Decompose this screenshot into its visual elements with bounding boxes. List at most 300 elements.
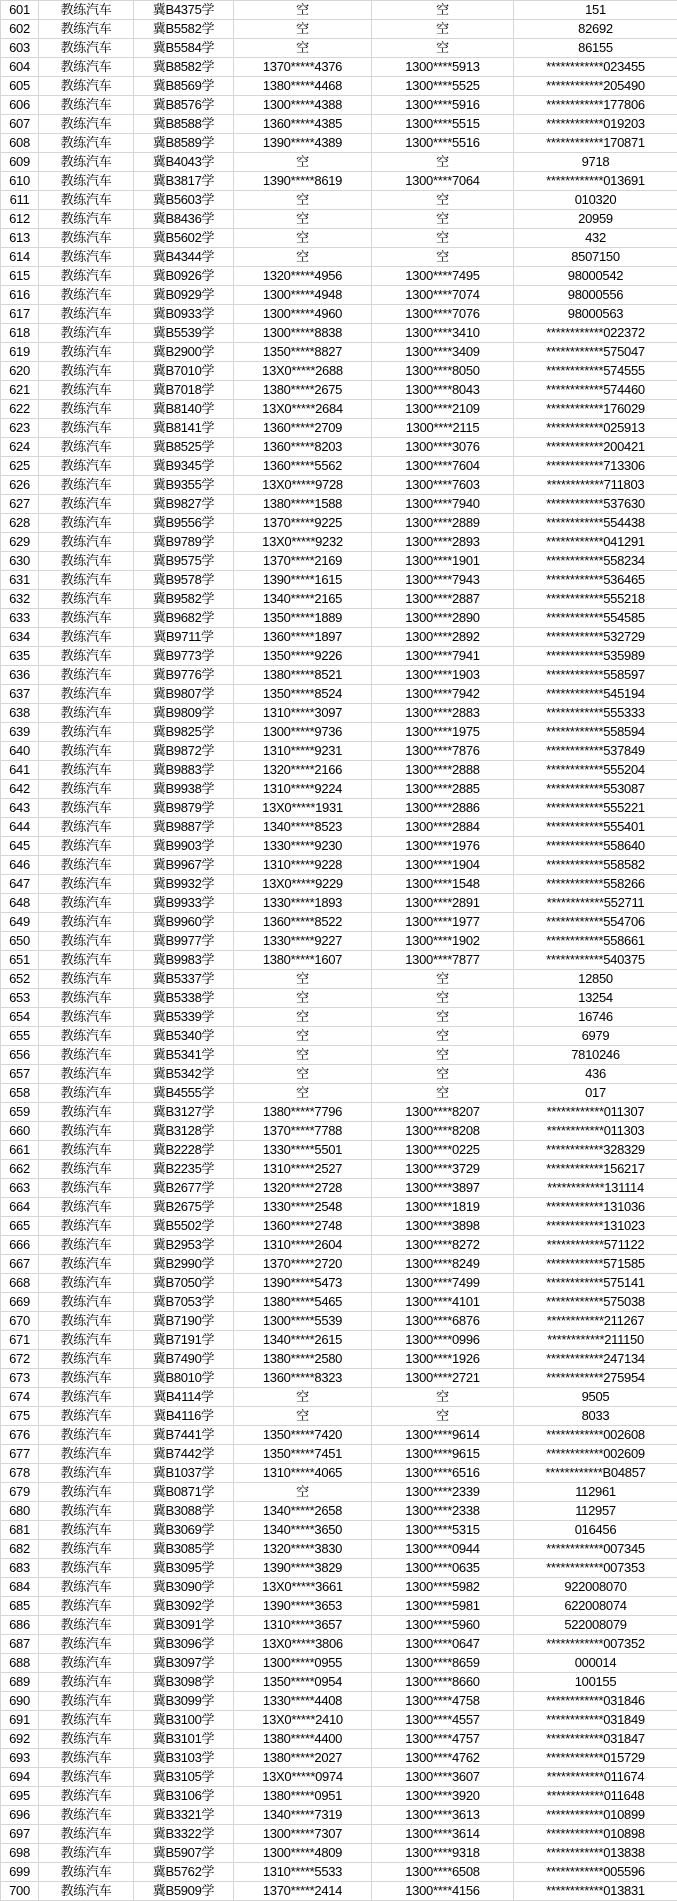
phone2-cell[interactable]: 1300****2885 <box>372 780 514 799</box>
phone1-cell[interactable]: 空 <box>234 1388 372 1407</box>
row-number-cell[interactable]: 667 <box>1 1255 39 1274</box>
row-number-cell[interactable]: 651 <box>1 951 39 970</box>
row-number-cell[interactable]: 633 <box>1 609 39 628</box>
masked-id-cell[interactable]: ************002608 <box>514 1426 677 1445</box>
plate-number-cell[interactable]: 冀B0871学 <box>134 1483 234 1502</box>
phone1-cell[interactable]: 1370*****2720 <box>234 1255 372 1274</box>
plate-number-cell[interactable]: 冀B7050学 <box>134 1274 234 1293</box>
row-number-cell[interactable]: 654 <box>1 1008 39 1027</box>
row-number-cell[interactable]: 634 <box>1 628 39 647</box>
plate-number-cell[interactable]: 冀B5338学 <box>134 989 234 1008</box>
phone2-cell[interactable]: 1300****7603 <box>372 476 514 495</box>
plate-number-cell[interactable]: 冀B5762学 <box>134 1863 234 1882</box>
plate-number-cell[interactable]: 冀B3322学 <box>134 1825 234 1844</box>
plate-number-cell[interactable]: 冀B8525学 <box>134 438 234 457</box>
phone2-cell[interactable]: 1300****5960 <box>372 1616 514 1635</box>
row-number-cell[interactable]: 693 <box>1 1749 39 1768</box>
vehicle-type-cell[interactable]: 教练汽车 <box>39 1255 134 1274</box>
masked-id-cell[interactable]: ************555221 <box>514 799 677 818</box>
phone1-cell[interactable]: 1340*****7319 <box>234 1806 372 1825</box>
phone1-cell[interactable]: 1390*****5473 <box>234 1274 372 1293</box>
phone2-cell[interactable]: 1300****5982 <box>372 1578 514 1597</box>
vehicle-type-cell[interactable]: 教练汽车 <box>39 1540 134 1559</box>
row-number-cell[interactable]: 690 <box>1 1692 39 1711</box>
masked-id-cell[interactable]: 20959 <box>514 210 677 229</box>
masked-id-cell[interactable]: ************558266 <box>514 875 677 894</box>
masked-id-cell[interactable]: ************002609 <box>514 1445 677 1464</box>
plate-number-cell[interactable]: 冀B0929学 <box>134 286 234 305</box>
masked-id-cell[interactable]: 112957 <box>514 1502 677 1521</box>
row-number-cell[interactable]: 620 <box>1 362 39 381</box>
phone2-cell[interactable]: 1300****9318 <box>372 1844 514 1863</box>
phone1-cell[interactable]: 1360*****5562 <box>234 457 372 476</box>
row-number-cell[interactable]: 657 <box>1 1065 39 1084</box>
masked-id-cell[interactable]: 922008070 <box>514 1578 677 1597</box>
row-number-cell[interactable]: 658 <box>1 1084 39 1103</box>
phone1-cell[interactable]: 1360*****2748 <box>234 1217 372 1236</box>
row-number-cell[interactable]: 669 <box>1 1293 39 1312</box>
row-number-cell[interactable]: 602 <box>1 20 39 39</box>
plate-number-cell[interactable]: 冀B4114学 <box>134 1388 234 1407</box>
plate-number-cell[interactable]: 冀B9809学 <box>134 704 234 723</box>
masked-id-cell[interactable]: ************537630 <box>514 495 677 514</box>
phone2-cell[interactable]: 1300****2888 <box>372 761 514 780</box>
masked-id-cell[interactable]: ************005596 <box>514 1863 677 1882</box>
phone1-cell[interactable]: 1350*****1889 <box>234 609 372 628</box>
masked-id-cell[interactable]: 016456 <box>514 1521 677 1540</box>
phone2-cell[interactable]: 1300****7876 <box>372 742 514 761</box>
phone1-cell[interactable]: 空 <box>234 210 372 229</box>
masked-id-cell[interactable]: 82692 <box>514 20 677 39</box>
row-number-cell[interactable]: 632 <box>1 590 39 609</box>
row-number-cell[interactable]: 661 <box>1 1141 39 1160</box>
masked-id-cell[interactable]: ************023455 <box>514 58 677 77</box>
phone2-cell[interactable]: 1300****7495 <box>372 267 514 286</box>
phone1-cell[interactable]: 1300*****4809 <box>234 1844 372 1863</box>
plate-number-cell[interactable]: 冀B3101学 <box>134 1730 234 1749</box>
phone1-cell[interactable]: 空 <box>234 1483 372 1502</box>
row-number-cell[interactable]: 680 <box>1 1502 39 1521</box>
phone1-cell[interactable]: 1350*****7420 <box>234 1426 372 1445</box>
phone1-cell[interactable]: 1370*****7788 <box>234 1122 372 1141</box>
row-number-cell[interactable]: 630 <box>1 552 39 571</box>
vehicle-type-cell[interactable]: 教练汽车 <box>39 1141 134 1160</box>
row-number-cell[interactable]: 673 <box>1 1369 39 1388</box>
phone1-cell[interactable]: 13X0*****3661 <box>234 1578 372 1597</box>
phone1-cell[interactable]: 1310*****2604 <box>234 1236 372 1255</box>
vehicle-type-cell[interactable]: 教练汽车 <box>39 1654 134 1673</box>
masked-id-cell[interactable]: ************574460 <box>514 381 677 400</box>
plate-number-cell[interactable]: 冀B3090学 <box>134 1578 234 1597</box>
row-number-cell[interactable]: 618 <box>1 324 39 343</box>
masked-id-cell[interactable]: ************554438 <box>514 514 677 533</box>
vehicle-type-cell[interactable]: 教练汽车 <box>39 799 134 818</box>
row-number-cell[interactable]: 626 <box>1 476 39 495</box>
vehicle-type-cell[interactable]: 教练汽车 <box>39 1616 134 1635</box>
phone1-cell[interactable]: 1310*****9224 <box>234 780 372 799</box>
phone1-cell[interactable]: 1310*****3657 <box>234 1616 372 1635</box>
phone1-cell[interactable]: 1330*****9227 <box>234 932 372 951</box>
phone1-cell[interactable]: 13X0*****2410 <box>234 1711 372 1730</box>
masked-id-cell[interactable]: ************022372 <box>514 324 677 343</box>
plate-number-cell[interactable]: 冀B9983学 <box>134 951 234 970</box>
phone2-cell[interactable]: 1300****8208 <box>372 1122 514 1141</box>
phone2-cell[interactable]: 1300****0996 <box>372 1331 514 1350</box>
phone2-cell[interactable]: 空 <box>372 1084 514 1103</box>
row-number-cell[interactable]: 645 <box>1 837 39 856</box>
phone1-cell[interactable]: 13X0*****1931 <box>234 799 372 818</box>
phone1-cell[interactable]: 1320*****2728 <box>234 1179 372 1198</box>
phone1-cell[interactable]: 1330*****2548 <box>234 1198 372 1217</box>
phone2-cell[interactable]: 1300****3607 <box>372 1768 514 1787</box>
phone2-cell[interactable]: 1300****2115 <box>372 419 514 438</box>
phone1-cell[interactable]: 空 <box>234 1008 372 1027</box>
row-number-cell[interactable]: 668 <box>1 1274 39 1293</box>
masked-id-cell[interactable]: 98000542 <box>514 267 677 286</box>
vehicle-type-cell[interactable]: 教练汽车 <box>39 457 134 476</box>
masked-id-cell[interactable]: 112961 <box>514 1483 677 1502</box>
plate-number-cell[interactable]: 冀B2990学 <box>134 1255 234 1274</box>
masked-id-cell[interactable]: ************575047 <box>514 343 677 362</box>
row-number-cell[interactable]: 613 <box>1 229 39 248</box>
phone1-cell[interactable]: 1370*****2169 <box>234 552 372 571</box>
vehicle-type-cell[interactable]: 教练汽车 <box>39 1692 134 1711</box>
row-number-cell[interactable]: 606 <box>1 96 39 115</box>
plate-number-cell[interactable]: 冀B9938学 <box>134 780 234 799</box>
plate-number-cell[interactable]: 冀B0933学 <box>134 305 234 324</box>
phone1-cell[interactable]: 1380*****4468 <box>234 77 372 96</box>
masked-id-cell[interactable]: ************535989 <box>514 647 677 666</box>
plate-number-cell[interactable]: 冀B9825学 <box>134 723 234 742</box>
masked-id-cell[interactable]: ************211150 <box>514 1331 677 1350</box>
masked-id-cell[interactable]: ************031846 <box>514 1692 677 1711</box>
phone1-cell[interactable]: 1360*****1897 <box>234 628 372 647</box>
vehicle-type-cell[interactable]: 教练汽车 <box>39 761 134 780</box>
masked-id-cell[interactable]: ************711803 <box>514 476 677 495</box>
vehicle-type-cell[interactable]: 教练汽车 <box>39 951 134 970</box>
vehicle-type-cell[interactable]: 教练汽车 <box>39 1464 134 1483</box>
row-number-cell[interactable]: 653 <box>1 989 39 1008</box>
phone2-cell[interactable]: 空 <box>372 20 514 39</box>
phone1-cell[interactable]: 1300*****7307 <box>234 1825 372 1844</box>
row-number-cell[interactable]: 683 <box>1 1559 39 1578</box>
masked-id-cell[interactable]: ************011674 <box>514 1768 677 1787</box>
row-number-cell[interactable]: 640 <box>1 742 39 761</box>
phone1-cell[interactable]: 1380*****1588 <box>234 495 372 514</box>
vehicle-type-cell[interactable]: 教练汽车 <box>39 1730 134 1749</box>
phone1-cell[interactable]: 1370*****4376 <box>234 58 372 77</box>
plate-number-cell[interactable]: 冀B7490学 <box>134 1350 234 1369</box>
phone1-cell[interactable]: 1390*****3653 <box>234 1597 372 1616</box>
phone1-cell[interactable]: 空 <box>234 1027 372 1046</box>
row-number-cell[interactable]: 623 <box>1 419 39 438</box>
plate-number-cell[interactable]: 冀B9932学 <box>134 875 234 894</box>
plate-number-cell[interactable]: 冀B7018学 <box>134 381 234 400</box>
phone1-cell[interactable]: 空 <box>234 1 372 20</box>
vehicle-type-cell[interactable]: 教练汽车 <box>39 989 134 1008</box>
vehicle-type-cell[interactable]: 教练汽车 <box>39 1293 134 1312</box>
vehicle-type-cell[interactable]: 教练汽车 <box>39 1369 134 1388</box>
masked-id-cell[interactable]: ************536465 <box>514 571 677 590</box>
plate-number-cell[interactable]: 冀B9977学 <box>134 932 234 951</box>
phone2-cell[interactable]: 1300****5981 <box>372 1597 514 1616</box>
plate-number-cell[interactable]: 冀B9872学 <box>134 742 234 761</box>
phone2-cell[interactable]: 1300****4156 <box>372 1882 514 1901</box>
phone2-cell[interactable]: 空 <box>372 1388 514 1407</box>
phone2-cell[interactable]: 1300****8272 <box>372 1236 514 1255</box>
masked-id-cell[interactable]: 436 <box>514 1065 677 1084</box>
masked-id-cell[interactable]: ************177806 <box>514 96 677 115</box>
phone2-cell[interactable]: 1300****0944 <box>372 1540 514 1559</box>
row-number-cell[interactable]: 699 <box>1 1863 39 1882</box>
phone1-cell[interactable]: 空 <box>234 229 372 248</box>
row-number-cell[interactable]: 607 <box>1 115 39 134</box>
vehicle-type-cell[interactable]: 教练汽车 <box>39 647 134 666</box>
vehicle-type-cell[interactable]: 教练汽车 <box>39 39 134 58</box>
phone2-cell[interactable]: 1300****0635 <box>372 1559 514 1578</box>
masked-id-cell[interactable]: ************131023 <box>514 1217 677 1236</box>
vehicle-type-cell[interactable]: 教练汽车 <box>39 704 134 723</box>
phone1-cell[interactable]: 1310*****9228 <box>234 856 372 875</box>
plate-number-cell[interactable]: 冀B8582学 <box>134 58 234 77</box>
phone1-cell[interactable]: 13X0*****9232 <box>234 533 372 552</box>
masked-id-cell[interactable]: ************575038 <box>514 1293 677 1312</box>
row-number-cell[interactable]: 650 <box>1 932 39 951</box>
phone2-cell[interactable]: 1300****3076 <box>372 438 514 457</box>
row-number-cell[interactable]: 638 <box>1 704 39 723</box>
row-number-cell[interactable]: 697 <box>1 1825 39 1844</box>
masked-id-cell[interactable]: ************554706 <box>514 913 677 932</box>
row-number-cell[interactable]: 672 <box>1 1350 39 1369</box>
phone2-cell[interactable]: 1300****4762 <box>372 1749 514 1768</box>
phone2-cell[interactable]: 1300****7943 <box>372 571 514 590</box>
phone2-cell[interactable]: 1300****2890 <box>372 609 514 628</box>
row-number-cell[interactable]: 609 <box>1 153 39 172</box>
masked-id-cell[interactable]: ************558234 <box>514 552 677 571</box>
vehicle-type-cell[interactable]: 教练汽车 <box>39 1502 134 1521</box>
phone2-cell[interactable]: 1300****5315 <box>372 1521 514 1540</box>
masked-id-cell[interactable]: ************013691 <box>514 172 677 191</box>
phone2-cell[interactable]: 1300****4758 <box>372 1692 514 1711</box>
plate-number-cell[interactable]: 冀B7190学 <box>134 1312 234 1331</box>
plate-number-cell[interactable]: 冀B4555学 <box>134 1084 234 1103</box>
phone2-cell[interactable]: 1300****2886 <box>372 799 514 818</box>
plate-number-cell[interactable]: 冀B9879学 <box>134 799 234 818</box>
phone2-cell[interactable]: 1300****4757 <box>372 1730 514 1749</box>
phone1-cell[interactable]: 1340*****2658 <box>234 1502 372 1521</box>
row-number-cell[interactable]: 686 <box>1 1616 39 1635</box>
row-number-cell[interactable]: 700 <box>1 1882 39 1901</box>
masked-id-cell[interactable]: ************558640 <box>514 837 677 856</box>
masked-id-cell[interactable]: ************532729 <box>514 628 677 647</box>
phone1-cell[interactable]: 1360*****8203 <box>234 438 372 457</box>
phone2-cell[interactable]: 1300****7877 <box>372 951 514 970</box>
phone2-cell[interactable]: 1300****3729 <box>372 1160 514 1179</box>
masked-id-cell[interactable]: ************031847 <box>514 1730 677 1749</box>
vehicle-type-cell[interactable]: 教练汽车 <box>39 305 134 324</box>
plate-number-cell[interactable]: 冀B3105学 <box>134 1768 234 1787</box>
vehicle-type-cell[interactable]: 教练汽车 <box>39 1179 134 1198</box>
vehicle-type-cell[interactable]: 教练汽车 <box>39 1103 134 1122</box>
plate-number-cell[interactable]: 冀B3092学 <box>134 1597 234 1616</box>
plate-number-cell[interactable]: 冀B9967学 <box>134 856 234 875</box>
phone1-cell[interactable]: 13X0*****9728 <box>234 476 372 495</box>
phone2-cell[interactable]: 1300****5913 <box>372 58 514 77</box>
plate-number-cell[interactable]: 冀B4375学 <box>134 1 234 20</box>
phone1-cell[interactable]: 1320*****3830 <box>234 1540 372 1559</box>
masked-id-cell[interactable]: 000014 <box>514 1654 677 1673</box>
phone1-cell[interactable]: 空 <box>234 970 372 989</box>
phone1-cell[interactable]: 1320*****4956 <box>234 267 372 286</box>
phone1-cell[interactable]: 1380*****8521 <box>234 666 372 685</box>
phone2-cell[interactable]: 1300****8659 <box>372 1654 514 1673</box>
plate-number-cell[interactable]: 冀B3097学 <box>134 1654 234 1673</box>
phone1-cell[interactable]: 1380*****5465 <box>234 1293 372 1312</box>
phone1-cell[interactable]: 1310*****2527 <box>234 1160 372 1179</box>
vehicle-type-cell[interactable]: 教练汽车 <box>39 1825 134 1844</box>
phone1-cell[interactable]: 1310*****3097 <box>234 704 372 723</box>
phone1-cell[interactable]: 空 <box>234 191 372 210</box>
plate-number-cell[interactable]: 冀B2228学 <box>134 1141 234 1160</box>
row-number-cell[interactable]: 647 <box>1 875 39 894</box>
row-number-cell[interactable]: 641 <box>1 761 39 780</box>
plate-number-cell[interactable]: 冀B9933学 <box>134 894 234 913</box>
vehicle-type-cell[interactable]: 教练汽车 <box>39 1388 134 1407</box>
row-number-cell[interactable]: 662 <box>1 1160 39 1179</box>
vehicle-type-cell[interactable]: 教练汽车 <box>39 172 134 191</box>
phone2-cell[interactable]: 1300****3920 <box>372 1787 514 1806</box>
vehicle-type-cell[interactable]: 教练汽车 <box>39 381 134 400</box>
vehicle-type-cell[interactable]: 教练汽车 <box>39 1787 134 1806</box>
phone1-cell[interactable]: 1380*****2675 <box>234 381 372 400</box>
vehicle-type-cell[interactable]: 教练汽车 <box>39 210 134 229</box>
phone1-cell[interactable]: 1380*****0951 <box>234 1787 372 1806</box>
phone1-cell[interactable]: 1390*****4389 <box>234 134 372 153</box>
masked-id-cell[interactable]: ************553087 <box>514 780 677 799</box>
phone2-cell[interactable]: 空 <box>372 1008 514 1027</box>
phone2-cell[interactable]: 1300****2884 <box>372 818 514 837</box>
vehicle-type-cell[interactable]: 教练汽车 <box>39 1122 134 1141</box>
phone2-cell[interactable]: 1300****1904 <box>372 856 514 875</box>
plate-number-cell[interactable]: 冀B3099学 <box>134 1692 234 1711</box>
vehicle-type-cell[interactable]: 教练汽车 <box>39 837 134 856</box>
phone2-cell[interactable]: 1300****9614 <box>372 1426 514 1445</box>
plate-number-cell[interactable]: 冀B5340学 <box>134 1027 234 1046</box>
phone2-cell[interactable]: 空 <box>372 1 514 20</box>
plate-number-cell[interactable]: 冀B3100学 <box>134 1711 234 1730</box>
vehicle-type-cell[interactable]: 教练汽车 <box>39 1 134 20</box>
phone1-cell[interactable]: 1350*****8524 <box>234 685 372 704</box>
vehicle-type-cell[interactable]: 教练汽车 <box>39 343 134 362</box>
vehicle-type-cell[interactable]: 教练汽车 <box>39 818 134 837</box>
plate-number-cell[interactable]: 冀B8589学 <box>134 134 234 153</box>
vehicle-type-cell[interactable]: 教练汽车 <box>39 1160 134 1179</box>
phone2-cell[interactable]: 空 <box>372 1046 514 1065</box>
masked-id-cell[interactable]: ************555204 <box>514 761 677 780</box>
phone2-cell[interactable]: 1300****2339 <box>372 1483 514 1502</box>
phone2-cell[interactable]: 1300****2109 <box>372 400 514 419</box>
phone2-cell[interactable]: 1300****2892 <box>372 628 514 647</box>
phone2-cell[interactable]: 1300****1901 <box>372 552 514 571</box>
row-number-cell[interactable]: 655 <box>1 1027 39 1046</box>
plate-number-cell[interactable]: 冀B5342学 <box>134 1065 234 1084</box>
masked-id-cell[interactable]: 9505 <box>514 1388 677 1407</box>
row-number-cell[interactable]: 624 <box>1 438 39 457</box>
phone2-cell[interactable]: 空 <box>372 39 514 58</box>
masked-id-cell[interactable]: 522008079 <box>514 1616 677 1635</box>
row-number-cell[interactable]: 666 <box>1 1236 39 1255</box>
masked-id-cell[interactable]: ************019203 <box>514 115 677 134</box>
phone2-cell[interactable]: 空 <box>372 153 514 172</box>
vehicle-type-cell[interactable]: 教练汽车 <box>39 115 134 134</box>
row-number-cell[interactable]: 627 <box>1 495 39 514</box>
phone2-cell[interactable]: 1300****5515 <box>372 115 514 134</box>
plate-number-cell[interactable]: 冀B3085学 <box>134 1540 234 1559</box>
vehicle-type-cell[interactable]: 教练汽车 <box>39 1521 134 1540</box>
row-number-cell[interactable]: 610 <box>1 172 39 191</box>
vehicle-type-cell[interactable]: 教练汽车 <box>39 1844 134 1863</box>
vehicle-type-cell[interactable]: 教练汽车 <box>39 856 134 875</box>
phone2-cell[interactable]: 1300****3898 <box>372 1217 514 1236</box>
phone2-cell[interactable]: 空 <box>372 191 514 210</box>
masked-id-cell[interactable]: 7810246 <box>514 1046 677 1065</box>
row-number-cell[interactable]: 642 <box>1 780 39 799</box>
masked-id-cell[interactable]: ************211267 <box>514 1312 677 1331</box>
masked-id-cell[interactable]: ************328329 <box>514 1141 677 1160</box>
masked-id-cell[interactable]: ************010899 <box>514 1806 677 1825</box>
masked-id-cell[interactable]: ************554585 <box>514 609 677 628</box>
vehicle-type-cell[interactable]: 教练汽车 <box>39 96 134 115</box>
vehicle-type-cell[interactable]: 教练汽车 <box>39 248 134 267</box>
plate-number-cell[interactable]: 冀B9578学 <box>134 571 234 590</box>
vehicle-type-cell[interactable]: 教练汽车 <box>39 1046 134 1065</box>
phone1-cell[interactable]: 13X0*****2688 <box>234 362 372 381</box>
phone2-cell[interactable]: 1300****7940 <box>372 495 514 514</box>
plate-number-cell[interactable]: 冀B3106学 <box>134 1787 234 1806</box>
phone1-cell[interactable]: 1350*****8827 <box>234 343 372 362</box>
plate-number-cell[interactable]: 冀B2677学 <box>134 1179 234 1198</box>
phone1-cell[interactable]: 1390*****1615 <box>234 571 372 590</box>
plate-number-cell[interactable]: 冀B5582学 <box>134 20 234 39</box>
vehicle-type-cell[interactable]: 教练汽车 <box>39 571 134 590</box>
plate-number-cell[interactable]: 冀B5584学 <box>134 39 234 58</box>
vehicle-type-cell[interactable]: 教练汽车 <box>39 1749 134 1768</box>
vehicle-type-cell[interactable]: 教练汽车 <box>39 1863 134 1882</box>
masked-id-cell[interactable]: ************176029 <box>514 400 677 419</box>
masked-id-cell[interactable]: ************131114 <box>514 1179 677 1198</box>
masked-id-cell[interactable]: ************015729 <box>514 1749 677 1768</box>
phone2-cell[interactable]: 空 <box>372 248 514 267</box>
masked-id-cell[interactable]: ************552711 <box>514 894 677 913</box>
phone2-cell[interactable]: 空 <box>372 1065 514 1084</box>
plate-number-cell[interactable]: 冀B5341学 <box>134 1046 234 1065</box>
row-number-cell[interactable]: 695 <box>1 1787 39 1806</box>
vehicle-type-cell[interactable]: 教练汽车 <box>39 1236 134 1255</box>
phone1-cell[interactable]: 1350*****9226 <box>234 647 372 666</box>
phone2-cell[interactable]: 1300****5916 <box>372 96 514 115</box>
masked-id-cell[interactable]: ************571585 <box>514 1255 677 1274</box>
plate-number-cell[interactable]: 冀B9582学 <box>134 590 234 609</box>
plate-number-cell[interactable]: 冀B3069学 <box>134 1521 234 1540</box>
plate-number-cell[interactable]: 冀B2675学 <box>134 1198 234 1217</box>
row-number-cell[interactable]: 684 <box>1 1578 39 1597</box>
vehicle-type-cell[interactable]: 教练汽车 <box>39 780 134 799</box>
row-number-cell[interactable]: 639 <box>1 723 39 742</box>
phone1-cell[interactable]: 1360*****8522 <box>234 913 372 932</box>
row-number-cell[interactable]: 648 <box>1 894 39 913</box>
vehicle-type-cell[interactable]: 教练汽车 <box>39 286 134 305</box>
phone1-cell[interactable]: 空 <box>234 153 372 172</box>
